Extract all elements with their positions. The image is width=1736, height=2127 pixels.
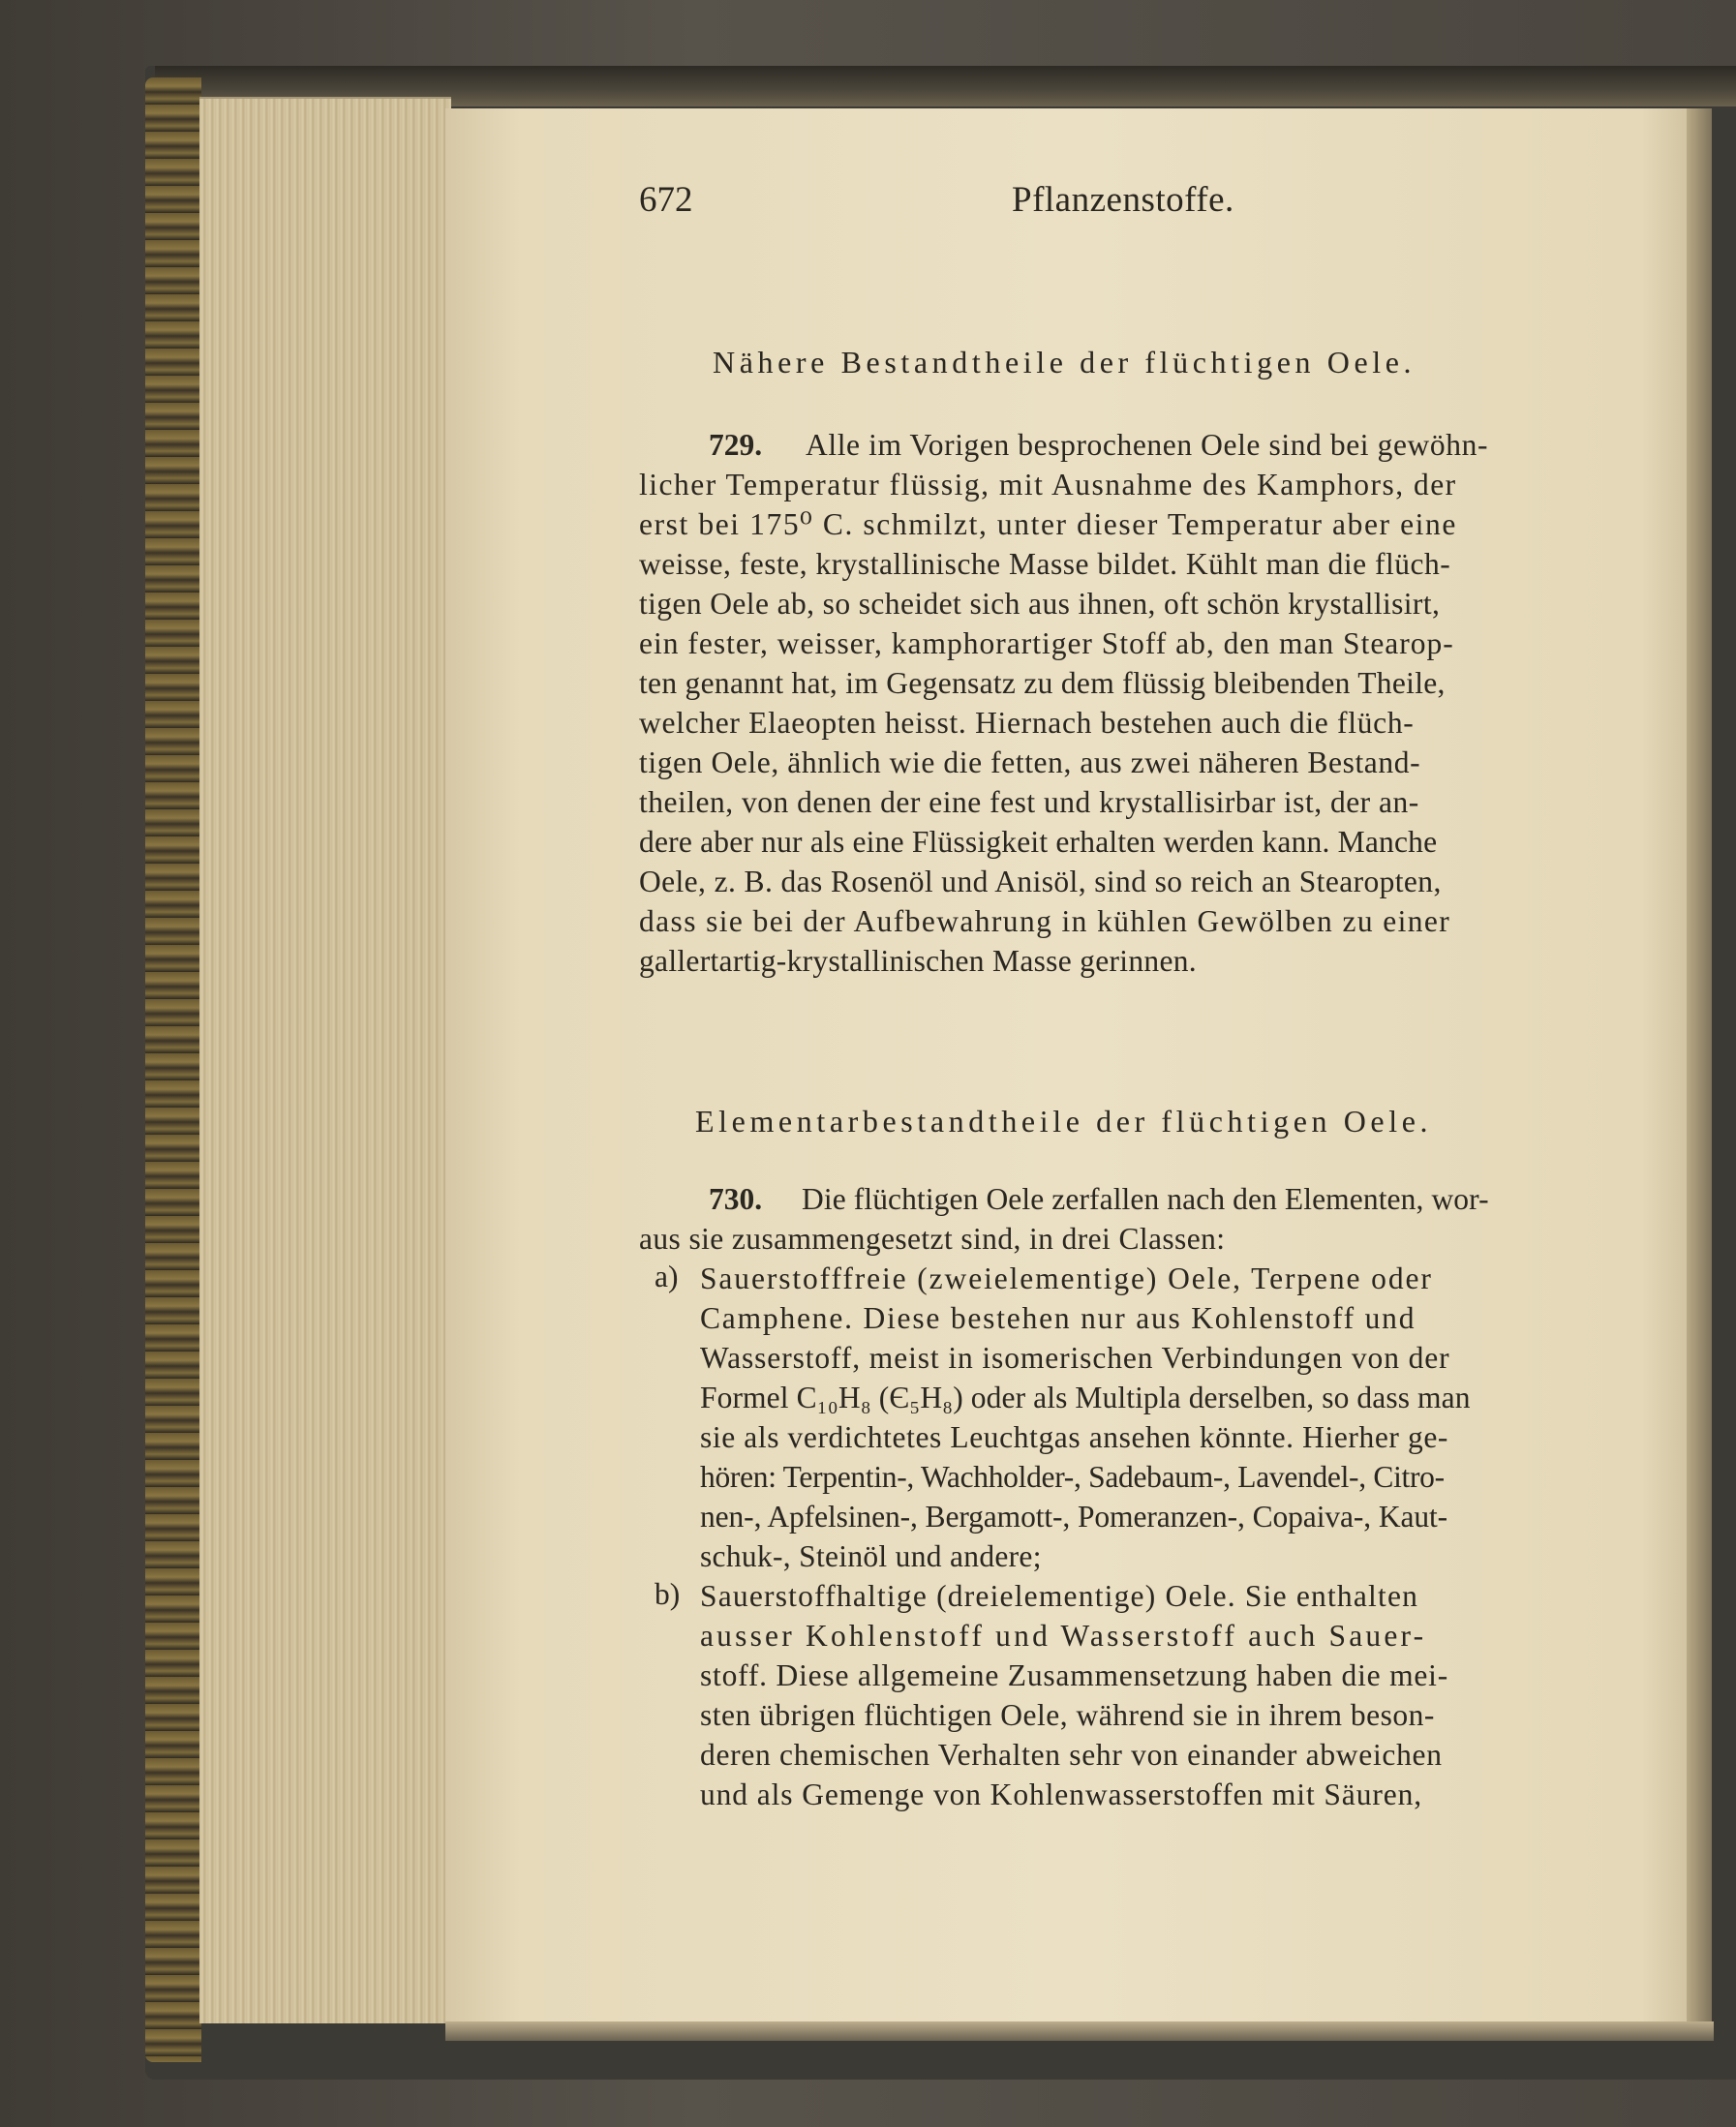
text-line: sten übrigen flüchtigen Oele, während sie in ihrem beson-	[700, 1698, 1435, 1732]
text-line: gallertartig-krystallinischen Masse gerinnen.	[639, 944, 1197, 978]
text-line: licher Temperatur flüssig, mit Ausnahme des Kamphors, der	[639, 468, 1457, 501]
text-line: sie als verdichtetes Leuchtgas ansehen könnte. Hierher ge-	[700, 1420, 1449, 1454]
text-line: theilen, von denen der eine fest und krystallisirbar ist, der an-	[639, 785, 1419, 819]
text-line: welcher Elaeopten heisst. Hiernach bestehen auch die flüch-	[639, 706, 1415, 740]
text-line: weisse, feste, krystallinische Masse bildet. Kühlt man die flüch-	[639, 547, 1451, 581]
section-heading-1: Nähere Bestandtheile der flüchtigen Oele.	[713, 345, 1416, 380]
text-line: dass sie bei der Aufbewahrung in kühlen Gewölben zu einer	[639, 904, 1451, 938]
text-line: nen-, Apfelsinen-, Bergamott-, Pomeranzen-, Copaiva-, Kaut-	[700, 1500, 1448, 1534]
text-line: Camphene. Diese bestehen nur aus Kohlenstoff und	[700, 1301, 1416, 1335]
paragraph-number-730: 730.	[709, 1182, 763, 1216]
text-line: ein fester, weisser, kamphorartiger Stoff ab, den man Stearop-	[639, 626, 1454, 660]
text-line: Oele, z. B. das Rosenöl und Anisöl, sind so reich an Stearopten,	[639, 865, 1442, 898]
list-marker-a: a)	[655, 1260, 679, 1293]
text-line: Sauerstofffreie (zweielementige) Oele, Terpene oder	[700, 1261, 1433, 1295]
text-line: Alle im Vorigen besprochenen Oele sind bei gewöhn-	[806, 428, 1489, 462]
page-gutter	[1687, 108, 1712, 2030]
text-line: aus sie zusammengesetzt sind, in drei Classen:	[639, 1222, 1226, 1256]
text-line: und als Gemenge von Kohlenwasserstoffen mit Säuren,	[700, 1778, 1423, 1811]
text-line: Die flüchtigen Oele zerfallen nach den Elementen, wor-	[802, 1182, 1489, 1216]
text-line: Sauerstoffhaltige (dreielementige) Oele. Sie enthalten	[700, 1579, 1419, 1613]
text-line: stoff. Diese allgemeine Zusammensetzung haben die mei-	[700, 1658, 1449, 1692]
page-edges	[199, 97, 451, 2023]
text-line: dere aber nur als eine Flüssigkeit erhalten werden kann. Manche	[639, 825, 1438, 859]
text-line: erst bei 175⁰ C. schmilzt, unter dieser Temperatur aber eine	[639, 507, 1457, 541]
text-line: Formel C₁₀H₈ (Є₅H₈) oder als Multipla derselben, so dass man	[700, 1381, 1471, 1414]
running-head	[639, 179, 1588, 237]
text-line: tigen Oele, ähnlich wie die fetten, aus zwei näheren Bestand-	[639, 745, 1421, 779]
text-line: schuk-, Steinöl und andere;	[700, 1539, 1042, 1573]
text-line: ausser Kohlenstoff und Wasserstoff auch Sauer-	[700, 1619, 1427, 1653]
list-marker-b: b)	[655, 1577, 681, 1611]
book-spine	[145, 77, 201, 2062]
text-line: hören: Terpentin-, Wachholder-, Sadebaum-, Lavendel-, Citro-	[700, 1460, 1445, 1494]
text-line: deren chemischen Verhalten sehr von einander abweichen	[700, 1738, 1443, 1772]
running-title: Pflanzenstoffe.	[1012, 180, 1234, 220]
text-line: ten genannt hat, im Gegensatz zu dem flüssig bleibenden Theile,	[639, 666, 1446, 700]
text-line: tigen Oele ab, so scheidet sich aus ihnen, oft schön krystallisirt,	[639, 587, 1441, 621]
text-line: Wasserstoff, meist in isomerischen Verbindungen von der	[700, 1341, 1450, 1375]
paragraph-number-729: 729.	[709, 428, 763, 462]
page-number: 672	[639, 180, 693, 220]
section-heading-2: Elementarbestandtheile der flüchtigen Oele.	[695, 1104, 1433, 1139]
page-bottom-shadow	[445, 2021, 1714, 2041]
